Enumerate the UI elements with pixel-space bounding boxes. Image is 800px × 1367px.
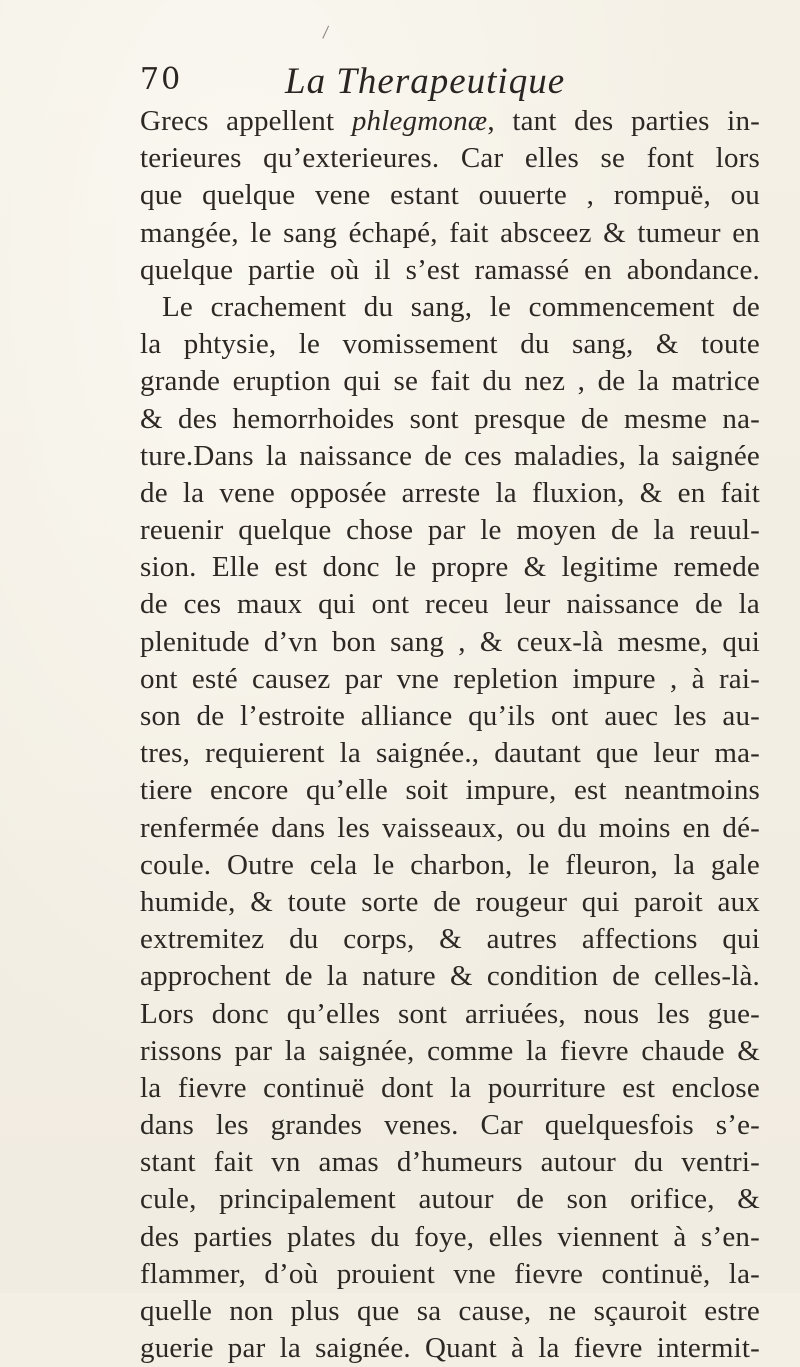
text-line: mangée, le sang échapé, fait absceez & tumeur en [140,216,760,249]
text-line: de ces maux qui ont receu leur naissance de la [140,588,760,621]
body-text [140,103,760,1367]
text-line [140,103,760,140]
text-line: reuenir quelque chose par le moyen de la reuul- [140,514,760,547]
text-line: la fievre continuë dont la pourriture est enclose [140,1071,760,1104]
text-line: stant fait vn amas d’humeurs autour du ventri- [140,1146,760,1179]
text-line: renfermée dans les vaisseaux, ou du moins en dé- [140,811,760,844]
text-line: approchent de la nature & condition de celles-là. [140,960,760,993]
text-line: des parties plates du foye, elles viennent à s’en- [140,1220,760,1253]
text-line: rissons par la saignée, comme la fievre chaude & [140,1034,760,1067]
text-line: terieures qu’exterieures. Car elles se font lors [140,142,760,175]
text-line: dans les grandes venes. Car quelquesfois s’e- [140,1109,760,1142]
text-line: quelque partie où il s’est ramassé en abondance. [140,253,760,286]
text-line: ont esté causez par vne repletion impure , à rai- [140,662,760,695]
text-line: humide, & toute sorte de rougeur qui paroit aux [140,885,760,918]
text-line: sion. Elle est donc le propre & legitime remede [140,551,760,584]
text-line: ture.Dans la naissance de ces maladies, la saignée [140,439,760,472]
text-line: extremitez du corps, & autres affections qui [140,923,760,956]
text-line: grande eruption qui se fait du nez , de la matrice [140,365,760,398]
text-segment: , tant des parties in- [487,105,761,137]
text-line: coule. Outre cela le charbon, le fleuron, la gale [140,848,760,881]
text-line: flammer, d’où prouient vne fievre continuë, la- [140,1257,760,1290]
text-line: la phtysie, le vomissement du sang, & toute [140,328,760,361]
ink-mark [322,26,332,41]
text-line: plenitude d’vn bon sang , & ceux-là mesme, qui [140,625,760,658]
text-line: quelle non plus que sa cause, ne sçauroit estre [140,1295,760,1327]
page-number: 70 [140,62,183,97]
text-line: de la vene opposée arreste la fluxion, & en fait [140,476,760,509]
text-line: cule, principalement autour de son orifice, & [140,1183,760,1216]
text-line: tres, requierent la saignée., dautant que leur ma- [140,737,760,770]
running-title: La Therapeutique [285,61,566,102]
text-line: & des hemorrhoides sont presque de mesme na- [140,402,760,435]
text-line: guerie par la saignée. Quant à la fievre intermit- [140,1332,760,1365]
text-line: Lors donc qu’elles sont arriuées, nous les gue- [140,997,760,1030]
text-line: son de l’estroite alliance qu’ils ont auec les au- [140,700,760,732]
text-line: que quelque vene estant ouuerte , rompuë, ou [140,179,760,212]
text-segment: Grecs appellent [140,105,352,137]
text-line: tiere encore qu’elle soit impure, est neantmoins [140,774,760,807]
text-line: Le crachement du sang, le commencement de [162,290,760,323]
italic-term: phlegmonæ [351,105,488,137]
